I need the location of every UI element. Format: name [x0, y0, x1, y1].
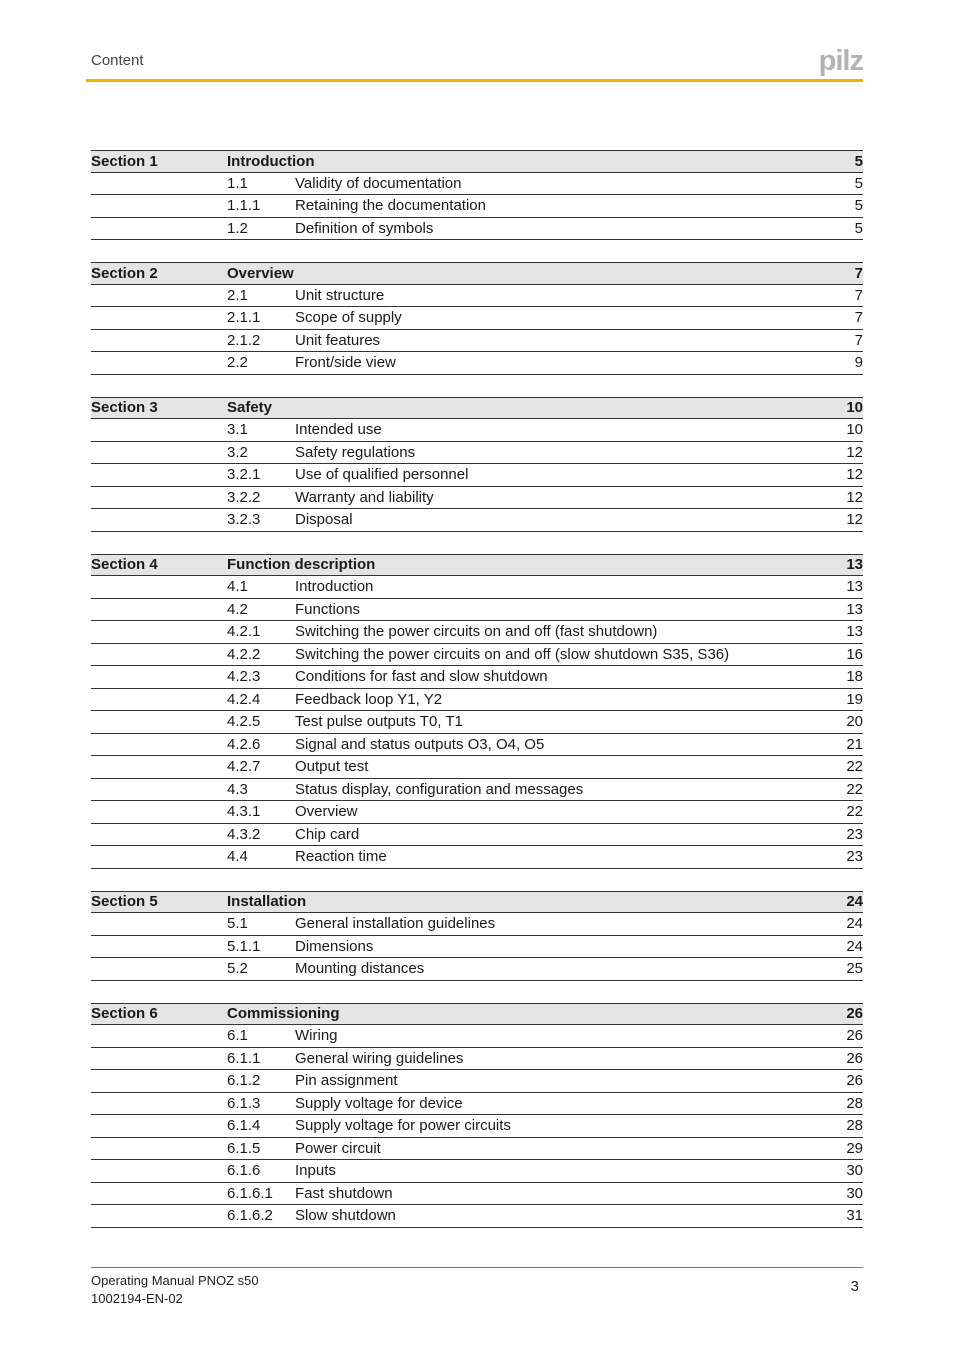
- toc-entry-number: 6.1.4: [227, 1117, 261, 1135]
- toc-entry-page: 12: [846, 466, 863, 484]
- toc-entry-page: 16: [846, 645, 863, 663]
- toc-entry-page: 5: [854, 174, 863, 192]
- toc-entry-title: Supply voltage for device: [295, 1094, 463, 1112]
- toc-entry[interactable]: [91, 644, 863, 667]
- toc-entry-page: 9: [854, 354, 863, 372]
- toc-entry[interactable]: [91, 779, 863, 802]
- toc-entry[interactable]: [91, 509, 863, 532]
- toc-entry-title: Feedback loop Y1, Y2: [295, 690, 443, 708]
- toc-section-page: 26: [846, 1005, 863, 1023]
- header-rule: [86, 79, 863, 82]
- toc-entry-number: 6.1.1: [227, 1049, 261, 1067]
- toc-section: [91, 397, 863, 532]
- toc-entry-number: 6.1.6.1: [227, 1184, 273, 1202]
- toc-section-title: Introduction: [227, 152, 315, 170]
- toc-section-page: 13: [846, 556, 863, 574]
- toc-entry[interactable]: [91, 419, 863, 442]
- toc-entry-number: 6.1.2: [227, 1072, 261, 1090]
- toc-entry-page: 21: [846, 735, 863, 753]
- toc-entry-number: 1.1: [227, 174, 248, 192]
- toc-entry-number: 4.2.2: [227, 645, 261, 663]
- toc-entry-page: 12: [846, 488, 863, 506]
- pilz-logo: pilz: [818, 45, 863, 77]
- toc-entry-title: Front/side view: [295, 354, 396, 372]
- toc-entry-page: 29: [846, 1139, 863, 1157]
- toc-entry[interactable]: [91, 1205, 863, 1228]
- toc-entry-title: Inputs: [295, 1162, 336, 1180]
- toc-entry[interactable]: [91, 285, 863, 308]
- toc-entry-page: 28: [846, 1117, 863, 1135]
- toc-entry-title: Overview: [295, 803, 358, 821]
- toc-entry-page: 24: [846, 937, 863, 955]
- toc-section-page: 10: [846, 399, 863, 417]
- toc-entry[interactable]: [91, 330, 863, 353]
- toc-entry-page: 22: [846, 780, 863, 798]
- toc-entry-title: Unit features: [295, 331, 381, 349]
- toc-entry-page: 12: [846, 443, 863, 461]
- toc-entry[interactable]: [91, 173, 863, 196]
- toc-entry-page: 30: [846, 1184, 863, 1202]
- toc-entry-title: Chip card: [295, 825, 360, 843]
- toc-entry-number: 1.1.1: [227, 197, 261, 215]
- toc-entry-number: 4.2.5: [227, 713, 261, 731]
- toc-entry-number: 4.2.1: [227, 623, 261, 641]
- toc-entry-title: Reaction time: [295, 848, 387, 866]
- toc-entry-title: Intended use: [295, 421, 382, 439]
- toc-entry-title: General installation guidelines: [295, 915, 496, 933]
- toc-entry[interactable]: [91, 599, 863, 622]
- toc-entry-page: 30: [846, 1162, 863, 1180]
- toc-entry-page: 13: [846, 578, 863, 596]
- toc-entry[interactable]: [91, 1115, 863, 1138]
- toc-entry-page: 5: [854, 197, 863, 215]
- toc-entry-page: 28: [846, 1094, 863, 1112]
- toc-entry-number: 2.2: [227, 354, 248, 372]
- toc-section: [91, 262, 863, 375]
- toc-entry[interactable]: [91, 352, 863, 375]
- toc-entry-number: 2.1.1: [227, 309, 261, 327]
- toc-entry[interactable]: [91, 1048, 863, 1071]
- toc-section-heading[interactable]: [91, 891, 863, 914]
- toc-entry-title: Switching the power circuits on and off (fast shutdown): [295, 623, 658, 641]
- toc-entry-page: 13: [846, 623, 863, 641]
- toc-section: [91, 150, 863, 240]
- toc-section: [91, 891, 863, 981]
- toc-entry-page: 26: [846, 1049, 863, 1067]
- toc-section-page: 24: [846, 893, 863, 911]
- page-header-title: Content: [91, 52, 144, 69]
- toc-entry-number: 2.1: [227, 286, 248, 304]
- toc-entry[interactable]: [91, 307, 863, 330]
- toc-entry-title: Validity of documentation: [295, 174, 462, 192]
- toc-entry-number: 6.1: [227, 1027, 248, 1045]
- toc-entry[interactable]: [91, 1183, 863, 1206]
- toc-entry-page: 12: [846, 511, 863, 529]
- toc-section-heading[interactable]: [91, 1003, 863, 1026]
- toc-entry-number: 4.3: [227, 780, 248, 798]
- toc-entry-number: 5.1: [227, 915, 248, 933]
- toc-entry-title: Unit structure: [295, 286, 385, 304]
- toc-entry-title: Test pulse outputs T0, T1: [295, 713, 463, 731]
- toc-entry-page: 19: [846, 690, 863, 708]
- toc-entry-title: Wiring: [295, 1027, 338, 1045]
- toc-entry-number: 4.4: [227, 848, 248, 866]
- toc-entry-title: Disposal: [295, 511, 353, 529]
- toc-entry-number: 4.3.1: [227, 803, 261, 821]
- toc-section: [91, 554, 863, 869]
- toc-entry[interactable]: [91, 442, 863, 465]
- toc-entry-title: Switching the power circuits on and off (slow shutdown S35, S36): [295, 645, 730, 663]
- toc-entry-title: Definition of symbols: [295, 219, 434, 237]
- toc-entry-number: 4.2: [227, 600, 248, 618]
- toc-entry-page: 18: [846, 668, 863, 686]
- toc-entry-page: 5: [854, 219, 863, 237]
- toc-section-label: Section 6: [91, 1005, 158, 1023]
- toc-entry-number: 6.1.3: [227, 1094, 261, 1112]
- toc-entry-page: 7: [854, 286, 863, 304]
- toc-entry[interactable]: [91, 576, 863, 599]
- toc-entry-page: 26: [846, 1072, 863, 1090]
- toc-section-label: Section 4: [91, 556, 158, 574]
- toc-entry-title: Pin assignment: [295, 1072, 398, 1090]
- toc-entry-page: 26: [846, 1027, 863, 1045]
- toc-entry-page: 22: [846, 758, 863, 776]
- toc-entry-number: 6.1.6.2: [227, 1207, 273, 1225]
- toc-entry-number: 6.1.5: [227, 1139, 261, 1157]
- table-of-contents: [91, 150, 863, 1250]
- toc-entry[interactable]: [91, 1025, 863, 1048]
- toc-section-label: Section 5: [91, 893, 158, 911]
- toc-entry[interactable]: [91, 936, 863, 959]
- toc-section-heading[interactable]: [91, 554, 863, 577]
- toc-entry-number: 3.2: [227, 443, 248, 461]
- toc-section-page: 7: [854, 264, 863, 282]
- toc-entry-number: 4.2.6: [227, 735, 261, 753]
- toc-entry-title: Status display, configuration and messages: [295, 780, 584, 798]
- toc-entry-number: 3.2.3: [227, 511, 261, 529]
- toc-section-title: Installation: [227, 893, 307, 911]
- toc-section-page: 5: [854, 152, 863, 170]
- toc-section-heading[interactable]: [91, 262, 863, 285]
- toc-entry[interactable]: [91, 801, 863, 824]
- toc-entry[interactable]: [91, 689, 863, 712]
- toc-section-label: Section 1: [91, 152, 158, 170]
- page-number: 3: [850, 1278, 859, 1295]
- toc-entry[interactable]: [91, 756, 863, 779]
- toc-entry-number: 1.2: [227, 219, 248, 237]
- toc-entry[interactable]: [91, 711, 863, 734]
- toc-entry[interactable]: [91, 621, 863, 644]
- toc-entry-title: Signal and status outputs O3, O4, O5: [295, 735, 545, 753]
- toc-entry-number: 5.1.1: [227, 937, 261, 955]
- toc-entry[interactable]: [91, 666, 863, 689]
- toc-entry-title: Introduction: [295, 578, 374, 596]
- toc-entry-number: 5.2: [227, 960, 248, 978]
- toc-entry[interactable]: [91, 1093, 863, 1116]
- toc-entry-page: 23: [846, 825, 863, 843]
- toc-entry-number: 3.2.1: [227, 466, 261, 484]
- toc-section-title: Function description: [227, 556, 376, 574]
- toc-entry-number: 2.1.2: [227, 331, 261, 349]
- toc-entry-title: Safety regulations: [295, 443, 416, 461]
- toc-entry[interactable]: [91, 913, 863, 936]
- toc-entry[interactable]: [91, 195, 863, 218]
- toc-entry-number: 6.1.6: [227, 1162, 261, 1180]
- toc-entry-number: 4.2.4: [227, 690, 261, 708]
- toc-entry[interactable]: [91, 464, 863, 487]
- toc-entry-page: 24: [846, 915, 863, 933]
- toc-section-title: Safety: [227, 399, 273, 417]
- toc-entry-page: 10: [846, 421, 863, 439]
- toc-entry-title: Output test: [295, 758, 369, 776]
- toc-entry-title: Warranty and liability: [295, 488, 434, 506]
- toc-entry[interactable]: [91, 824, 863, 847]
- toc-section-label: Section 2: [91, 264, 158, 282]
- toc-entry-title: Power circuit: [295, 1139, 381, 1157]
- toc-section-heading[interactable]: [91, 397, 863, 420]
- toc-entry-page: 25: [846, 960, 863, 978]
- toc-entry-page: 7: [854, 309, 863, 327]
- toc-entry-title: Retaining the documentation: [295, 197, 486, 215]
- footer-manual-title: Operating Manual PNOZ s50: [91, 1273, 259, 1288]
- toc-entry-title: Scope of supply: [295, 309, 402, 327]
- toc-entry-title: Fast shutdown: [295, 1184, 393, 1202]
- toc-entry-title: Supply voltage for power circuits: [295, 1117, 511, 1135]
- toc-entry[interactable]: [91, 1070, 863, 1093]
- toc-entry[interactable]: [91, 958, 863, 981]
- toc-section: [91, 1003, 863, 1228]
- footer-rule: [91, 1267, 863, 1268]
- toc-entry-number: 4.2.7: [227, 758, 261, 776]
- toc-entry-title: Functions: [295, 600, 361, 618]
- toc-entry[interactable]: [91, 846, 863, 869]
- footer-document-number: 1002194-EN-02: [91, 1291, 183, 1306]
- toc-entry[interactable]: [91, 734, 863, 757]
- toc-entry-number: 4.1: [227, 578, 248, 596]
- toc-entry-title: Conditions for fast and slow shutdown: [295, 668, 548, 686]
- toc-entry[interactable]: [91, 1138, 863, 1161]
- toc-entry-page: 20: [846, 713, 863, 731]
- toc-entry[interactable]: [91, 1160, 863, 1183]
- toc-entry-number: 4.3.2: [227, 825, 261, 843]
- toc-entry-page: 23: [846, 848, 863, 866]
- toc-entry-title: General wiring guidelines: [295, 1049, 464, 1067]
- toc-section-heading[interactable]: [91, 150, 863, 173]
- toc-entry-page: 13: [846, 600, 863, 618]
- toc-entry[interactable]: [91, 487, 863, 510]
- toc-entry-number: 4.2.3: [227, 668, 261, 686]
- toc-section-label: Section 3: [91, 399, 158, 417]
- toc-section-title: Overview: [227, 264, 294, 282]
- toc-section-title: Commissioning: [227, 1005, 340, 1023]
- toc-entry[interactable]: [91, 218, 863, 241]
- toc-entry-page: 31: [846, 1207, 863, 1225]
- toc-entry-number: 3.1: [227, 421, 248, 439]
- toc-entry-page: 22: [846, 803, 863, 821]
- toc-entry-page: 7: [854, 331, 863, 349]
- toc-entry-title: Mounting distances: [295, 960, 425, 978]
- toc-entry-title: Slow shutdown: [295, 1207, 396, 1225]
- toc-entry-title: Use of qualified personnel: [295, 466, 469, 484]
- toc-entry-number: 3.2.2: [227, 488, 261, 506]
- toc-entry-title: Dimensions: [295, 937, 374, 955]
